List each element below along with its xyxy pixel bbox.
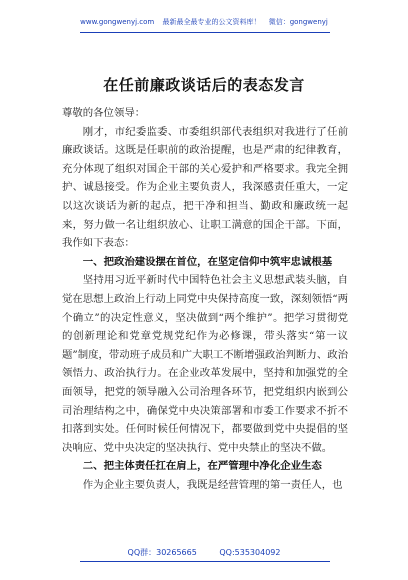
document-body bbox=[62, 104, 348, 494]
site-footer bbox=[0, 548, 408, 558]
wechat-id: 微信：gongwenyj bbox=[268, 18, 328, 26]
paragraph-responsibility: 作为企业主要负责人，我既是经营管理的第一责任人，也 bbox=[82, 478, 343, 491]
site-slogan: 最新最全最专业的公文资料库！ bbox=[162, 18, 261, 26]
paragraph-political: 坚持用习近平新时代中国特色社会主义思想武装头脑，自觉在思想上政治上行动上同党中央保持高度一致，深刻领悟“两个确立”的决定性意义，坚决做到“两个维护”。把学习贯彻党的创新理论和党章党规党纪作为必修课，带头落实“第一议题”制度，带动班子成员和广大职工不断增强政治判断力、政治领悟力、政治执行力。在企业改革发展中，坚持和加强党的全面领导，把党的领导融入公司治理各环节，把党组织内嵌到公司治理结构之中，确保党中央决策部署和市委工作要求不折不扣落到实处。任何时候任何情况下，都要做到党中央提倡的坚决响应、党中央决定的坚决执行、党中央禁止的坚决不做。 bbox=[62, 274, 348, 454]
site-url[interactable]: www.gongwenyj.com bbox=[80, 18, 155, 26]
salutation: 尊敬的各位领导： bbox=[62, 107, 146, 119]
qq-number: QQ:535304092 bbox=[219, 548, 281, 557]
section-heading-2: 二、把主体责任扛在肩上，在严管理中净化企业生态 bbox=[82, 460, 322, 473]
header-divider bbox=[80, 32, 330, 33]
qq-group: QQ群：30265665 bbox=[127, 548, 197, 557]
document-title: 在任前廉政谈话后的表态发言 bbox=[103, 76, 305, 94]
site-header bbox=[0, 18, 408, 27]
section-heading-1: 一、把政治建设摆在首位，在坚定信仰中筑牢忠诚根基 bbox=[82, 255, 333, 268]
footer-divider bbox=[80, 561, 330, 562]
paragraph-intro: 刚才，市纪委监委、市委组织部代表组织对我进行了任前廉政谈话。这既是任职前的政治提醒，也是严肃的纪律教育，充分体现了组织对国企干部的关心爱护和严格要求。我完全拥护、诚恳接受。作为企业主要负责人，我深感责任重大，一定以这次谈话为新的起点，把干净和担当、勤政和廉政统一起来，努力做一名让组织放心、让职工满意的国企干部。下面，我作如下表态： bbox=[62, 125, 348, 250]
